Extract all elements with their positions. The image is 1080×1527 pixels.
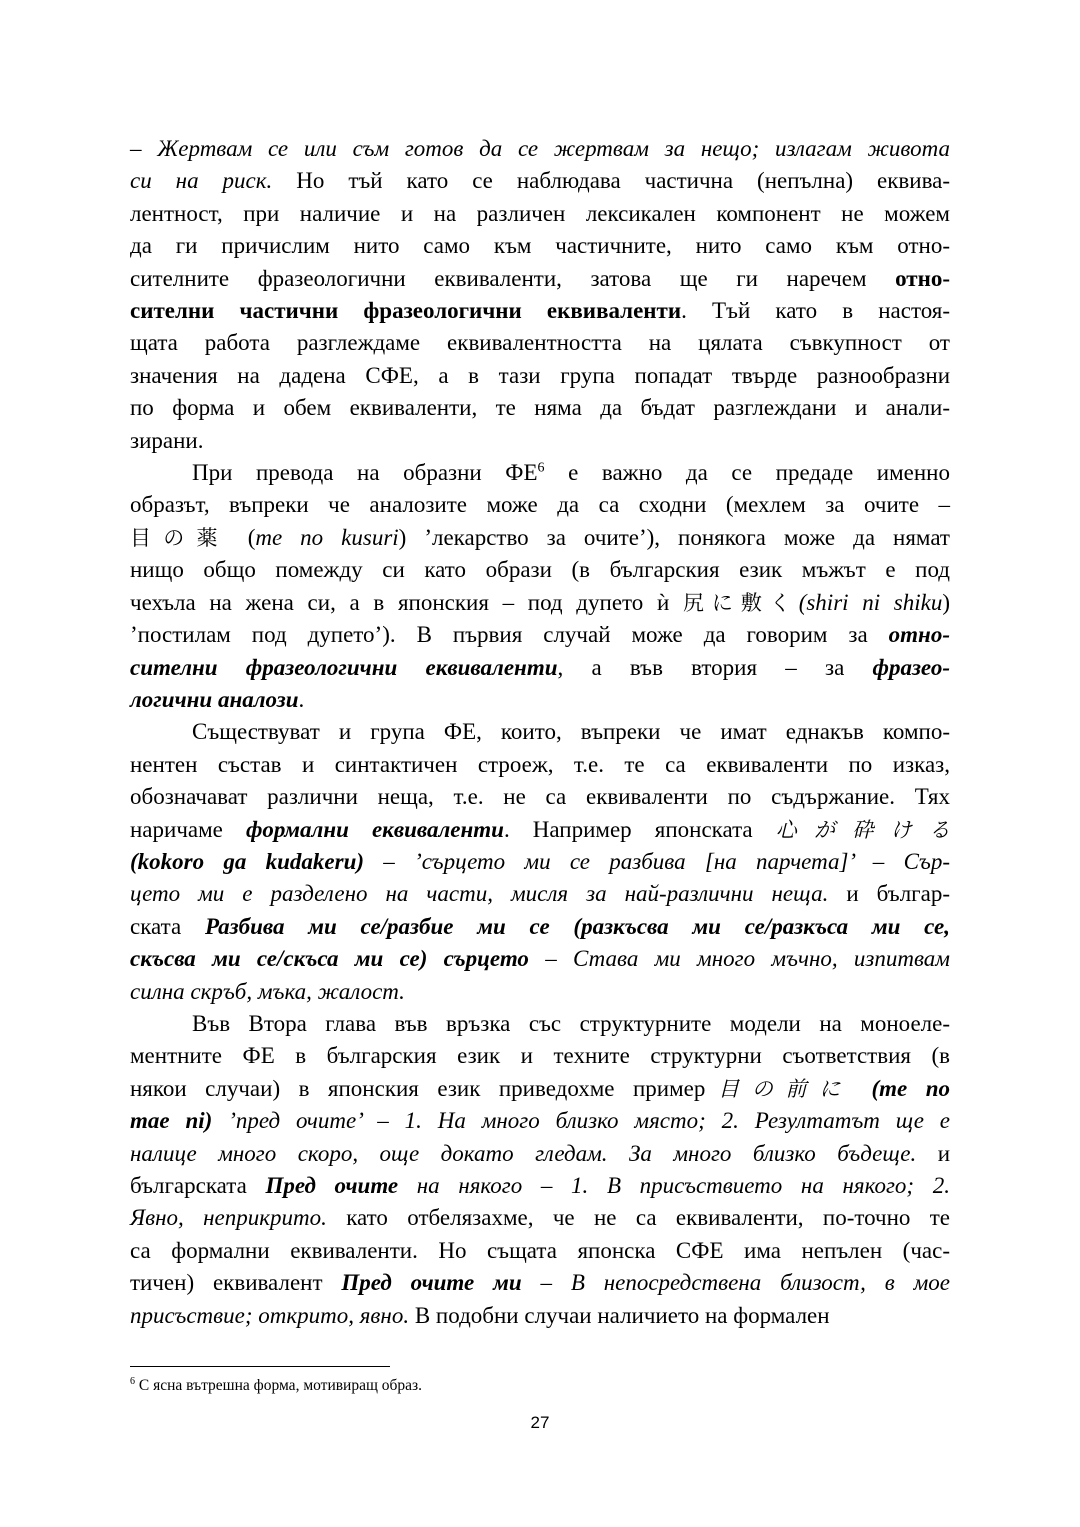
text-run: формални еквиваленти bbox=[245, 816, 504, 842]
text-run: нищо общо помежду си като образи (в българския език мъжът е под bbox=[130, 557, 950, 583]
text-line bbox=[130, 230, 950, 262]
text-run: Явно, неприкрито. bbox=[130, 1205, 327, 1231]
text-run: При превода на образни ФЕ bbox=[192, 460, 538, 486]
text-run: – bbox=[364, 848, 415, 874]
text-line bbox=[130, 619, 950, 651]
text-run: Пред очите ми bbox=[341, 1270, 522, 1296]
text-run: ( bbox=[229, 524, 256, 550]
text-line bbox=[130, 425, 950, 457]
text-run: . Например японската bbox=[503, 816, 776, 842]
text-run: като отбелязахме, че не са еквиваленти, по-точно те bbox=[326, 1205, 950, 1231]
footnote-marker: 6 bbox=[130, 1375, 135, 1387]
text-run: щата работа разглеждаме еквивалентността на цялата съвкупност от bbox=[130, 330, 950, 356]
text-run: – В непосредствена близост, в мое bbox=[521, 1270, 950, 1296]
text-line bbox=[130, 1267, 950, 1299]
text-run: силна скръб, мъка, жалост. bbox=[130, 978, 405, 1004]
text-run: отно- bbox=[895, 265, 950, 291]
text-run: присъствие; открито, явно. bbox=[130, 1302, 410, 1328]
text-run: Във Втора глава във връзка със структурните модели на моноеле- bbox=[192, 1010, 950, 1036]
text-line bbox=[130, 1300, 950, 1332]
text-run: логични аналози bbox=[130, 686, 299, 712]
text-line bbox=[130, 814, 950, 846]
text-run: ’пред очите’ – 1. На много близко място; 2. Резултатът ще е bbox=[212, 1108, 950, 1134]
text-run: значения на дадена СФЕ, а в тази група попадат твърде разнообразни bbox=[130, 362, 950, 388]
text-run: лентност, при наличие и на различен лексикален компонент не можем bbox=[130, 200, 950, 226]
text-line bbox=[130, 457, 950, 489]
text-run: чехъла на жена си, а в японския – под дупето ѝ bbox=[130, 589, 683, 615]
text-line bbox=[130, 1105, 950, 1137]
text-run: (kokoro ga kudakeru) bbox=[130, 848, 365, 874]
text-line bbox=[130, 165, 950, 197]
page-number: 27 bbox=[530, 1413, 550, 1432]
text-run: ската bbox=[130, 913, 205, 939]
text-line bbox=[130, 878, 950, 910]
text-line bbox=[130, 327, 950, 359]
text-run: ментните ФЕ в българския език и техните структурни съответствия (в bbox=[130, 1043, 950, 1069]
text-line bbox=[130, 295, 950, 327]
text-line bbox=[130, 489, 950, 521]
text-run: Пред очите bbox=[265, 1173, 399, 1198]
text-run: . Тъй като в настоя- bbox=[681, 298, 950, 324]
text-line bbox=[130, 587, 950, 619]
text-run: някои случаи) в японския език приведохме пример bbox=[130, 1075, 706, 1101]
text-run: me no kusuri bbox=[255, 524, 399, 550]
text-run: Но тъй като се наблюдава частична (непълна) еквива- bbox=[272, 168, 951, 194]
footnote-text: С ясна вътрешна форма, мотивиращ образ. bbox=[135, 1377, 423, 1394]
text-run: да ги причислим нито само към частичните, нито само към отно- bbox=[130, 233, 950, 259]
text-run: по форма и обем еквиваленти, те няма да бъдат разглеждани и анали- bbox=[130, 395, 950, 421]
text-run: ’постилам под дупето’). В първия случай може да говорим за bbox=[130, 622, 889, 648]
text-run: на някого – 1. В присъствието на някого; 2. bbox=[398, 1173, 950, 1198]
text-line bbox=[130, 716, 950, 748]
text-line bbox=[130, 846, 950, 878]
text-run: ’сърцето ми се разбива [на парчета]’ – Сър- bbox=[414, 848, 951, 874]
text-run: . bbox=[298, 686, 305, 712]
text-run: си на риск. bbox=[130, 168, 273, 194]
body-text bbox=[130, 133, 950, 1332]
japanese-text: 目の前に bbox=[705, 1076, 853, 1101]
text-run: обозначават различни неща, т.е. не са еквиваленти по съдържание. Тях bbox=[130, 784, 950, 810]
text-run: сителни частични фразеологични еквиваленти bbox=[130, 298, 682, 324]
text-line bbox=[130, 522, 950, 554]
text-line bbox=[130, 1040, 950, 1072]
text-run: Разбива ми се/разбие ми се (разкъсва ми се/разкъса ми се, bbox=[204, 913, 950, 939]
text-line bbox=[130, 1202, 950, 1234]
text-line bbox=[130, 1235, 950, 1267]
text-line bbox=[130, 1170, 950, 1202]
text-run: е важно да се предаде именно bbox=[544, 460, 950, 486]
text-run: зирани. bbox=[130, 427, 204, 453]
paragraph-3 bbox=[130, 716, 950, 1008]
text-line bbox=[130, 263, 950, 295]
text-line bbox=[130, 1008, 950, 1040]
text-run: скъсва ми се/скъса ми се) сърцето bbox=[130, 946, 529, 972]
text-line bbox=[130, 1138, 950, 1170]
text-run: mae ni) bbox=[130, 1108, 213, 1134]
text-run: образът, въпреки че аналозите може да са сходни (мехлем за очите – bbox=[130, 492, 950, 518]
text-line bbox=[130, 943, 950, 975]
text-line bbox=[130, 1073, 950, 1105]
text-run: – Жертвам се или съм готов да се жертвам за нещо; излагам живота bbox=[130, 136, 950, 161]
text-run: сителни фразеологични еквиваленти bbox=[130, 654, 558, 680]
text-run: българската bbox=[130, 1173, 266, 1198]
text-run: тичен) еквивалент bbox=[130, 1270, 342, 1296]
footnote-reference: 6 bbox=[537, 460, 545, 476]
text-run: и bbox=[916, 1140, 951, 1166]
paragraph-1 bbox=[130, 133, 950, 457]
text-run: ) ’лекарство за очите’), понякога може да нямат bbox=[398, 524, 950, 550]
paragraph-2 bbox=[130, 457, 950, 716]
japanese-text: 目の薬 bbox=[130, 525, 230, 550]
text-line bbox=[130, 911, 950, 943]
text-line bbox=[130, 976, 950, 1008]
text-run: (shiri ni shiku bbox=[798, 589, 943, 615]
footnote bbox=[130, 1376, 950, 1396]
text-run: ) bbox=[942, 589, 951, 615]
text-line bbox=[130, 198, 950, 230]
japanese-text: 心が砕ける bbox=[775, 817, 951, 842]
text-run: – Става ми много мъчно, изпитвам bbox=[528, 946, 950, 972]
text-run: наричаме bbox=[130, 816, 246, 842]
footnote-divider bbox=[130, 1366, 390, 1367]
text-run: сителните фразеологични еквиваленти, затова ще ги наречем bbox=[130, 265, 896, 291]
text-run: и българ- bbox=[828, 881, 950, 907]
text-line bbox=[130, 749, 950, 781]
japanese-text: 尻に敷く bbox=[682, 590, 799, 615]
text-line bbox=[130, 554, 950, 586]
text-run: , а във втория – за bbox=[557, 654, 873, 680]
text-line bbox=[130, 684, 950, 716]
text-run: фразео- bbox=[872, 654, 951, 680]
text-line bbox=[130, 360, 950, 392]
text-run: отно- bbox=[888, 622, 950, 648]
paragraph-4 bbox=[130, 1008, 950, 1332]
text-run: налице много скоро, още докато гледам. За много близко бъдеще. bbox=[130, 1140, 917, 1166]
text-run: Съществуват и група ФЕ, които, въпреки че имат еднакъв компо- bbox=[192, 719, 950, 745]
text-line bbox=[130, 652, 950, 684]
text-run: са формални еквиваленти. Но същата японска СФЕ има непълен (час- bbox=[130, 1237, 950, 1263]
text-run: нентен състав и синтактичен строеж, т.е. те са еквиваленти по изказ, bbox=[130, 751, 950, 777]
text-line bbox=[130, 133, 950, 165]
text-run: В подобни случаи наличието на формален bbox=[409, 1302, 830, 1328]
text-line bbox=[130, 781, 950, 813]
text-run: (me no bbox=[853, 1075, 950, 1101]
text-run: цето ми е разделено на части, мисля за най-различни неща. bbox=[130, 881, 829, 907]
text-line bbox=[130, 392, 950, 424]
